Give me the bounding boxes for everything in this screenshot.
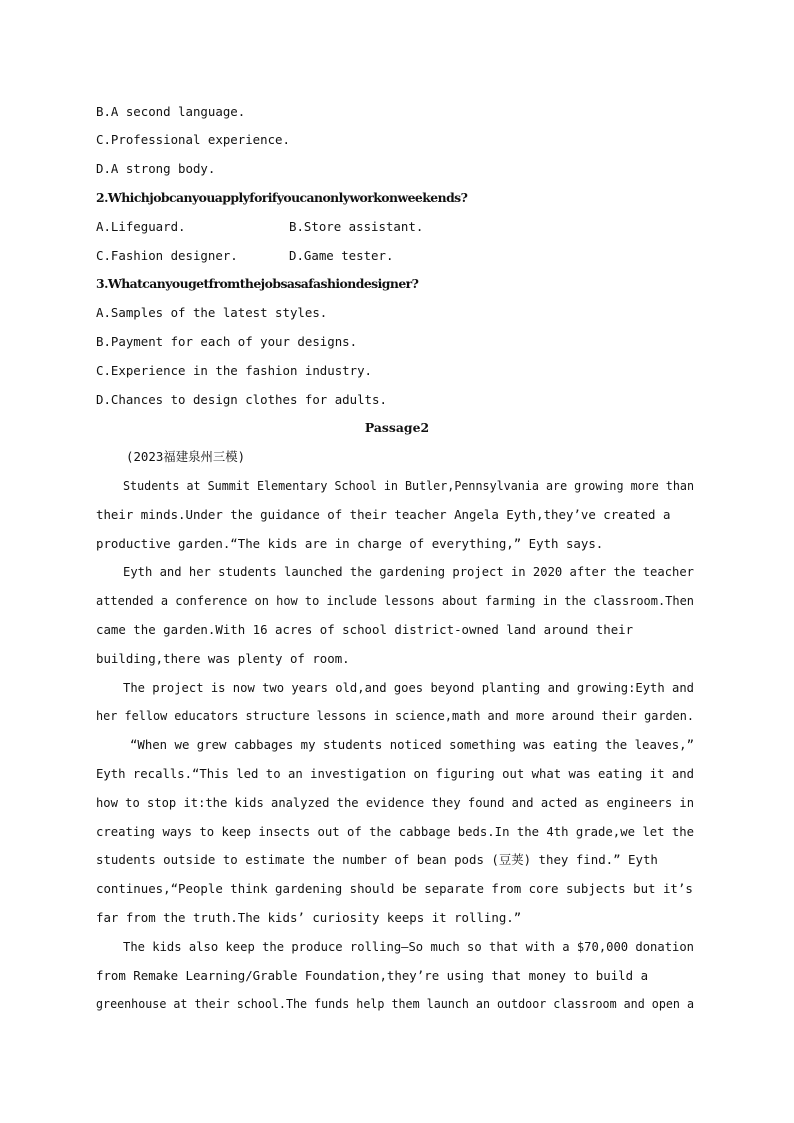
q1-option-b: B.A second language. (96, 104, 246, 119)
q2-option-c: C.Fashion designer. (96, 248, 238, 263)
passage-line: her fellow educators structure lessons in science,math and more around their garden. (96, 708, 694, 723)
passage-line: The kids also keep the produce rolling—So much so that with a $70,000 donation (123, 939, 694, 954)
passage-line: continues,“People think gardening should be separate from core subjects but it’s (96, 881, 693, 896)
passage-line: far from the truth.The kids’ curiosity keeps it rolling.” (96, 910, 522, 925)
q3-option-c: C.Experience in the fashion industry. (96, 363, 373, 378)
q1-option-d: D.A strong body. (96, 161, 216, 176)
passage-line: Eyth recalls.“This led to an investigation on figuring out what was eating it and (96, 766, 695, 781)
q3-option-b: B.Payment for each of your designs. (96, 334, 358, 349)
q3-option-d: D.Chances to design clothes for adults. (96, 392, 387, 407)
passage-line: students outside to estimate the number of bean pods (豆荚) they find.” Eyth (96, 852, 658, 867)
passage-line: Eyth and her students launched the gardening project in 2020 after the teacher (123, 564, 694, 579)
passage-line: productive garden.“The kids are in charge of everything,” Eyth says. (96, 536, 604, 551)
q3-option-a: A.Samples of the latest styles. (96, 305, 328, 320)
q2-option-b: B.Store assistant. (289, 219, 424, 234)
q2-option-d: D.Game tester. (289, 248, 394, 263)
passage-source: (2023福建泉州三模) (126, 449, 246, 464)
passage-line: creating ways to keep insects out of the cabbage beds.In the 4th grade,we let the (96, 824, 695, 839)
passage-line: how to stop it:the kids analyzed the evidence they found and acted as engineers in (96, 795, 695, 810)
passage-title: Passage2 (364, 420, 430, 435)
passage-line: building,there was plenty of room. (96, 651, 350, 666)
q2-stem: 2.Whichjobcanyouapplyforifyoucanonlyworkonweekends? (96, 190, 468, 205)
passage-line: came the garden.With 16 acres of school district-owned land around their (96, 622, 634, 637)
passage-line: from Remake Learning/Grable Foundation,they’re using that money to build a (96, 968, 649, 983)
q1-option-c: C.Professional experience. (96, 132, 290, 147)
q2-option-a: A.Lifeguard. (96, 219, 186, 234)
passage-line: greenhouse at their school.The funds help them launch an outdoor classroom and open a (96, 996, 695, 1011)
passage-line: The project is now two years old,and goes beyond planting and growing:Eyth and (123, 680, 694, 695)
passage-line: attended a conference on how to include lessons about farming in the classroom.Then (96, 593, 694, 608)
passage-line: Students at Summit Elementary School in Butler,Pennsylvania are growing more than (123, 478, 695, 493)
q3-stem: 3.Whatcanyougetfromthejobsasafashiondesigner? (96, 276, 419, 291)
passage-line: “When we grew cabbages my students noticed something was eating the leaves,” (130, 737, 695, 752)
passage-line: their minds.Under the guidance of their teacher Angela Eyth,they’ve created a (96, 507, 671, 522)
